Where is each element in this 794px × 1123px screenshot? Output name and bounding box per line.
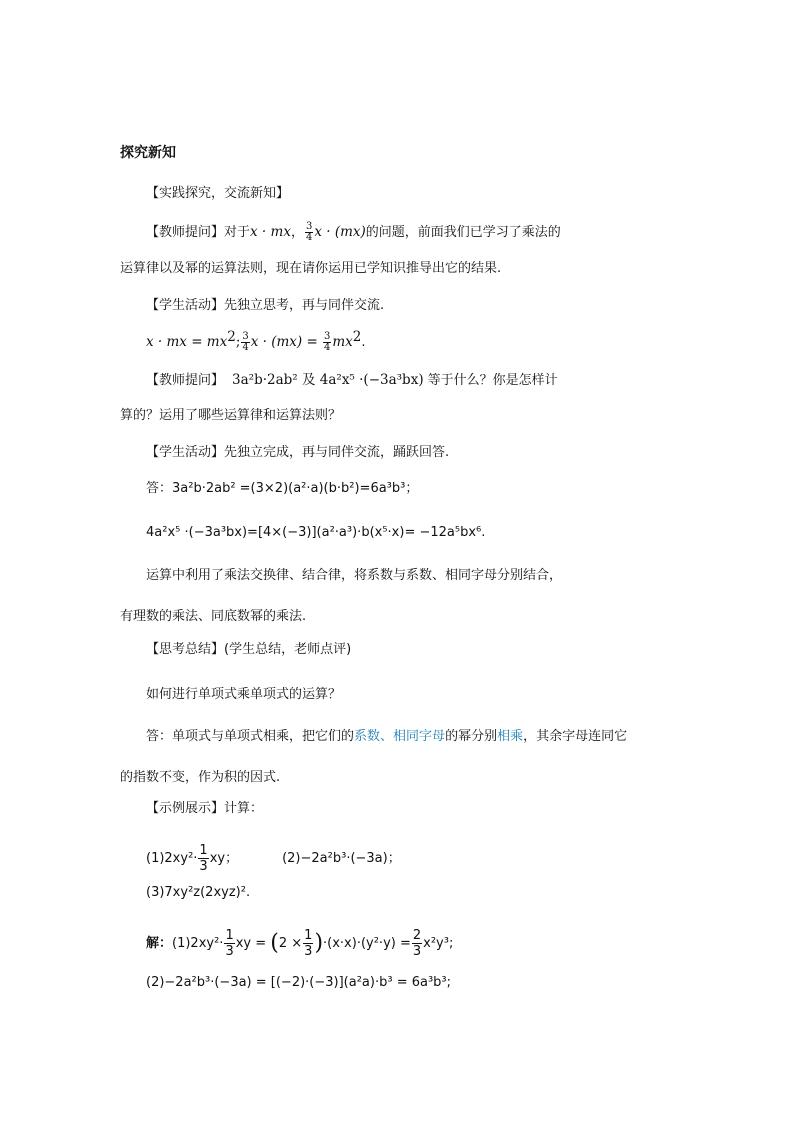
student-activity-2: 【学生活动】先独立完成，再与同伴交流，踊跃回答. <box>146 445 450 460</box>
solution-1: 解：(1)2xy²· $\frac{1}{3}$ xy = (2 × $\frac{1}{3}$ )·(x·x)·(y²·y) = $\frac{2}{3}$ x²y³; <box>146 928 454 959</box>
teacher-question-1-cont: 运算律以及幂的运算法则，现在请你运用已学知识推导出它的结果. <box>120 261 502 276</box>
explanation-cont: 有理数的乘法、同底数幂的乘法. <box>120 609 307 624</box>
example-1-2: (1)2xy²· $\frac{1}{3}$ xy； (2)−2a²b³·(−3a)； <box>146 843 401 874</box>
math-expr: x · mx <box>250 224 291 240</box>
highlight-multiply: 相乘 <box>497 729 524 744</box>
answer-2: 4a²x⁵ ·(−3a³bx)=[4×(−3)](a²·a³)·b(x⁵·x)= −12a⁵bx⁶. <box>146 525 486 540</box>
explanation: 运算中利用了乘法交换律、结合律，将系数与系数、相同字母分别结合， <box>146 568 563 583</box>
highlight-coefficient: 系数 <box>354 729 381 744</box>
example-title: 【示例展示】计算： <box>146 801 264 816</box>
summary-answer-cont: 的指数不变，作为积的因式. <box>120 770 281 785</box>
section-title: 探究新知 <box>120 145 176 161</box>
fraction: $\frac{3}{4}$ <box>305 221 313 243</box>
summary-answer: 答：单项式与单项式相乘，把它们的系数、相同字母的幂分别相乘，其余字母连同它 <box>146 729 628 744</box>
summary-question: 如何进行单项式乘单项式的运算？ <box>146 687 342 702</box>
teacher-question-2: 【教师提问】 3a²b·2ab² 及 4a²x⁵ ·(−3a³bx) 等于什么？你是怎样计 <box>146 372 558 388</box>
teacher-label: 【教师提问】 <box>146 225 225 240</box>
example-3: (3)7xy²z(2xyz)². <box>146 885 251 900</box>
answer-1: 答：3a²b·2ab² =(3×2)(a²·a)(b·b²)=6a³b³； <box>146 481 419 496</box>
result-1: x · mx = $mx^2$; $\frac{3}{4}$ x · (mx) = $\frac{3}{4}$ $mx^2$. <box>146 329 366 353</box>
separator: ， <box>290 225 304 240</box>
teacher-question-1 <box>146 222 561 243</box>
text: 对于 <box>224 225 251 240</box>
practice-heading: 【实践探究，交流新知】 <box>146 186 290 201</box>
math-expr: x · (mx) <box>314 224 366 240</box>
summary-heading: 【思考总结】(学生总结，老师点评) <box>146 642 352 657</box>
student-activity-1: 【学生活动】先独立思考，再与同伴交流. <box>146 298 385 313</box>
solution-label: 解： <box>146 936 173 951</box>
highlight-same-letter: 相同字母 <box>393 729 446 744</box>
text: 的问题，前面我们已学习了乘法的 <box>365 225 561 240</box>
solution-2: (2)−2a²b³·(−3a) = [(−2)·(−3)](a²a)·b³ = 6a³b³; <box>146 975 452 990</box>
teacher-question-2-cont: 算的？运用了哪些运算律和运算法则？ <box>120 408 342 423</box>
